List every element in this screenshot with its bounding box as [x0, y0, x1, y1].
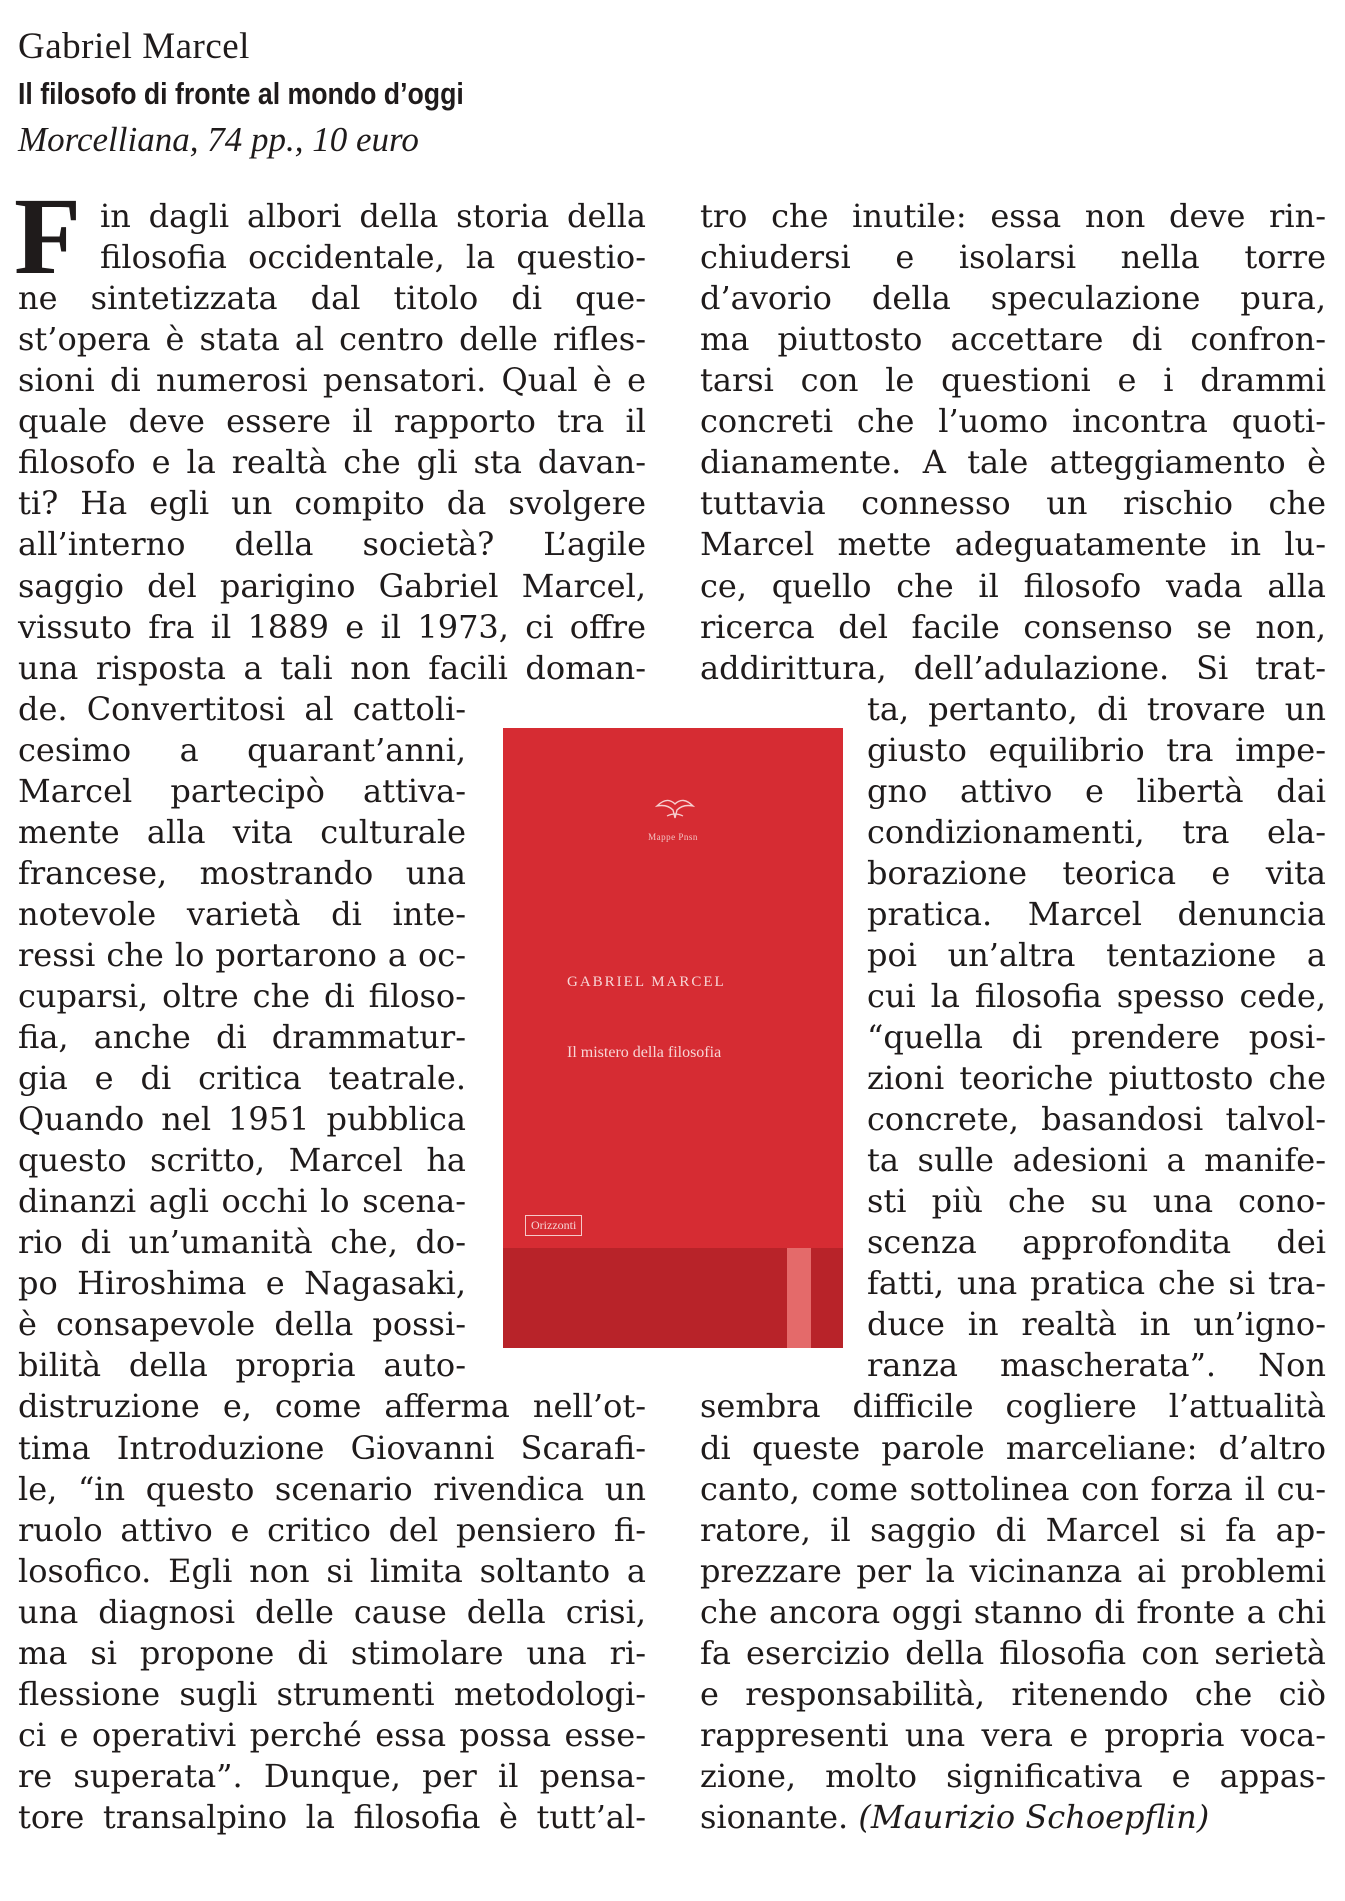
text-line: tarsi con le questioni e i drammi [700, 361, 1326, 400]
text-line: tima Introduzione Giovanni Scarafi- [18, 1428, 646, 1467]
text-line: filosofia occidentale, la questio- [100, 238, 646, 277]
text-line: ce, quello che il filosofo vada alla [700, 566, 1326, 605]
text-line: gia e di critica teatrale. [18, 1059, 466, 1097]
text-line: re superata”. Dunque, per il pensa- [18, 1756, 646, 1795]
text-line: duce in realtà in un’igno- [867, 1305, 1326, 1344]
text-line: ta, pertanto, di trovare un [867, 689, 1326, 728]
text-line: poi un’altra tentazione a [867, 935, 1326, 974]
text-line: ti? Ha egli un compito da svolgere [18, 484, 646, 523]
cover-publisher: Orizzonti [525, 1215, 582, 1236]
text-line: cuparsi, oltre che di filoso- [18, 976, 466, 1015]
text-line: sembra difficile cogliere l’attualità [700, 1387, 1326, 1426]
text-line: prezzare per la vicinanza ai problemi [700, 1551, 1326, 1590]
cover-title: Il mistero della filosofia [567, 1044, 722, 1061]
text-line: filosofo e la realtà che gli sta davan- [18, 443, 646, 482]
text-line: cesimo a quarant’anni, [18, 730, 466, 769]
text-line: fia, anche di drammatur- [18, 1018, 466, 1056]
text-line: fatti, una pratica che si tra- [867, 1264, 1326, 1303]
text-line: dianamente. A tale atteggiamento è [700, 443, 1326, 482]
text-line: concrete, basandosi talvol- [867, 1100, 1326, 1139]
text-line: bilità della propria auto- [18, 1346, 466, 1385]
cover-author: GABRIEL MARCEL [567, 974, 726, 990]
text-line: tro che inutile: essa non deve rin- [700, 197, 1326, 235]
text-line: in dagli albori della storia della [100, 197, 646, 235]
text-line: sioni di numerosi pensatori. Qual è e [18, 361, 646, 400]
book-title: Il filosofo di fronte al mondo d’oggi [18, 76, 464, 111]
text-line: giusto equilibrio tra impe- [867, 730, 1326, 769]
text-line: distruzione e, come afferma nell’ot- [18, 1387, 646, 1426]
text-line: Quando nel 1951 pubblica [18, 1100, 466, 1139]
text-line: addirittura, dell’adulazione. Si trat- [700, 648, 1326, 687]
text-line: ruolo attivo e critico del pensiero fi- [18, 1510, 646, 1549]
text-line: flessione sugli strumenti metodologi- [18, 1674, 646, 1713]
text-line: concreti che l’uomo incontra quoti- [700, 402, 1326, 441]
text-line: Marcel mette adeguatamente in lu- [700, 525, 1326, 564]
text-line: losofico. Egli non si limita soltanto a [18, 1551, 646, 1590]
text-line: le, “in questo scenario rivendica un [18, 1469, 646, 1508]
text-line: gno attivo e libertà dai [867, 771, 1326, 810]
text-line: ranza mascherata”. Non [867, 1346, 1326, 1385]
cover-stripe [787, 1248, 811, 1348]
text-line: ma si propone di stimolare una ri- [18, 1633, 646, 1672]
text-line: de. Convertitosi al cattoli- [18, 689, 466, 728]
text-line: questo scritto, Marcel ha [18, 1141, 466, 1180]
text-line: “quella di prendere posi- [867, 1018, 1326, 1056]
text-line: chiudersi e isolarsi nella torre [700, 238, 1326, 277]
text-line: zioni teoriche piuttosto che [867, 1059, 1326, 1097]
text-line: quale deve essere il rapporto tra il [18, 402, 646, 441]
drop-cap: F [14, 175, 82, 297]
text-line: Marcel partecipò attiva- [18, 771, 466, 810]
text-line: zione, molto significativa e appas- [700, 1756, 1326, 1795]
text-line: che ancora oggi stanno di fronte a chi [700, 1592, 1326, 1631]
text-line: ne sintetizzata dal titolo di que- [18, 279, 646, 318]
text-line: st’opera è stata al centro delle rifles- [18, 320, 646, 359]
text-line: tore transalpino la filosofia è tutt’al- [18, 1797, 646, 1836]
text-line: e responsabilità, ritenendo che ciò [700, 1674, 1326, 1713]
text-line: fa esercizio della filosofia con serietà [700, 1633, 1326, 1672]
text-line: vissuto fra il 1889 e il 1973, ci offre [18, 607, 646, 646]
book-author: Gabriel Marcel [18, 26, 250, 67]
reviewer-signature: (Maurizio Schoepflin) [858, 1797, 1210, 1836]
text-line: una diagnosi delle cause della crisi, [18, 1592, 646, 1631]
text-line: canto, come sottolinea con forza il cu- [700, 1469, 1326, 1508]
text-line: francese, mostrando una [18, 853, 466, 892]
text-line: tuttavia connesso un rischio che [700, 484, 1326, 523]
text-line: d’avorio della speculazione pura, [700, 279, 1326, 318]
text-line: ricerca del facile consenso se non, [700, 607, 1326, 646]
text-line: notevole varietà di inte- [18, 894, 466, 933]
text-line: è consapevole della possi- [18, 1305, 466, 1344]
cover-emblem-text: Mappe Pnsn [648, 832, 698, 842]
text-line: scenza approfondita dei [867, 1223, 1326, 1262]
book-header [18, 22, 658, 164]
text-line: all’interno della società? L’agile [18, 525, 646, 564]
text-line: borazione teorica e vita [867, 853, 1326, 892]
text-line: dinanzi agli occhi lo scena- [18, 1182, 466, 1221]
text-line: sti più che su una cono- [867, 1182, 1326, 1221]
text-line: di queste parole marceliane: d’altro [700, 1428, 1326, 1467]
text-line: saggio del parigino Gabriel Marcel, [18, 566, 646, 605]
text-line: ta sulle adesioni a manife- [867, 1141, 1326, 1180]
text-line: cui la filosofia spesso cede, [867, 976, 1326, 1015]
text-line: ma piuttosto accettare di confron- [700, 320, 1326, 359]
text-line: condizionamenti, tra ela- [867, 812, 1326, 851]
text-line: rappresenti una vera e propria voca- [700, 1715, 1326, 1754]
text-line: una risposta a tali non facili doman- [18, 648, 646, 687]
text-line: mente alla vita culturale [18, 812, 466, 851]
text-line: rio di un’umanità che, do- [18, 1223, 466, 1262]
book-cover-image [503, 728, 843, 1348]
closing-line [700, 1797, 1326, 1838]
publisher-emblem-icon [653, 794, 697, 824]
text-line: ci e operativi perché essa possa esse- [18, 1715, 646, 1754]
text-line: pratica. Marcel denuncia [867, 894, 1326, 933]
closing-text: sionante. [700, 1797, 849, 1836]
text-line: po Hiroshima e Nagasaki, [18, 1264, 466, 1303]
text-line: ressi che lo portarono a oc- [18, 935, 466, 974]
publication-info: Morcelliana, 74 pp., 10 euro [18, 120, 419, 159]
text-line: ratore, il saggio di Marcel si fa ap- [700, 1510, 1326, 1549]
